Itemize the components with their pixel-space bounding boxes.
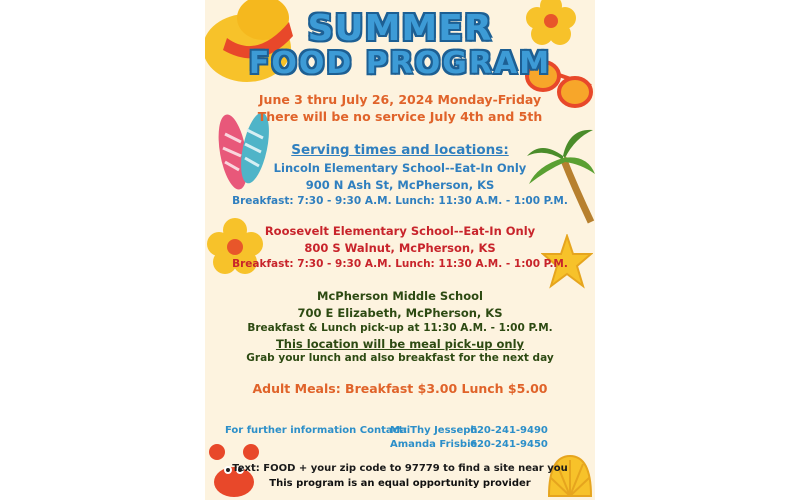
location-2-name: Roosevelt Elementary School--Eat-In Only	[264, 224, 536, 238]
program-dates: June 3 thru July 26, 2024 Monday-Friday	[258, 92, 542, 107]
location-1-name: Lincoln Elementary School--Eat-In Only	[273, 161, 527, 175]
serving-heading: Serving times and locations:	[291, 142, 509, 158]
location-3-name: McPherson Middle School	[317, 289, 483, 303]
contact-1-name: MaiThy Jesseph	[390, 425, 478, 436]
text-zip-line: Text: FOOD + your zip code to 97779 to find a site near you	[232, 463, 568, 474]
pickup-only-note: This location will be meal pick-up only	[275, 337, 525, 351]
no-service-notice: There will be no service July 4th and 5th	[257, 109, 543, 124]
location-2-address: 800 S Walnut, McPherson, KS	[304, 241, 496, 255]
contact-1-phone: 620-241-9490	[470, 425, 548, 436]
title-food-program: FOOD PROGRAM	[248, 46, 552, 81]
location-1-times: Breakfast: 7:30 - 9:30 A.M. Lunch: 11:30 A.M. - 1:00 P.M.	[232, 195, 568, 207]
contact-2-phone: 620-241-9450	[470, 439, 548, 450]
grab-lunch-note: Grab your lunch and also breakfast for the next day	[246, 352, 554, 364]
contact-label: For further information Contact:	[225, 425, 408, 436]
flyer	[205, 0, 595, 500]
seashell-icon	[545, 452, 595, 500]
title-summer: SUMMER	[307, 8, 493, 49]
equal-opportunity-statement: This program is an equal opportunity provider	[269, 478, 531, 489]
location-3-address: 700 E Elizabeth, McPherson, KS	[297, 306, 503, 320]
contact-2-name: Amanda Frisbie	[390, 439, 478, 450]
location-2-times: Breakfast: 7:30 - 9:30 A.M. Lunch: 11:30 A.M. - 1:00 P.M.	[232, 258, 568, 270]
location-1-address: 900 N Ash St, McPherson, KS	[305, 178, 495, 192]
adult-meals: Adult Meals: Breakfast $3.00 Lunch $5.00	[252, 381, 548, 396]
location-3-times: Breakfast & Lunch pick-up at 11:30 A.M. - 1:00 P.M.	[247, 322, 553, 334]
